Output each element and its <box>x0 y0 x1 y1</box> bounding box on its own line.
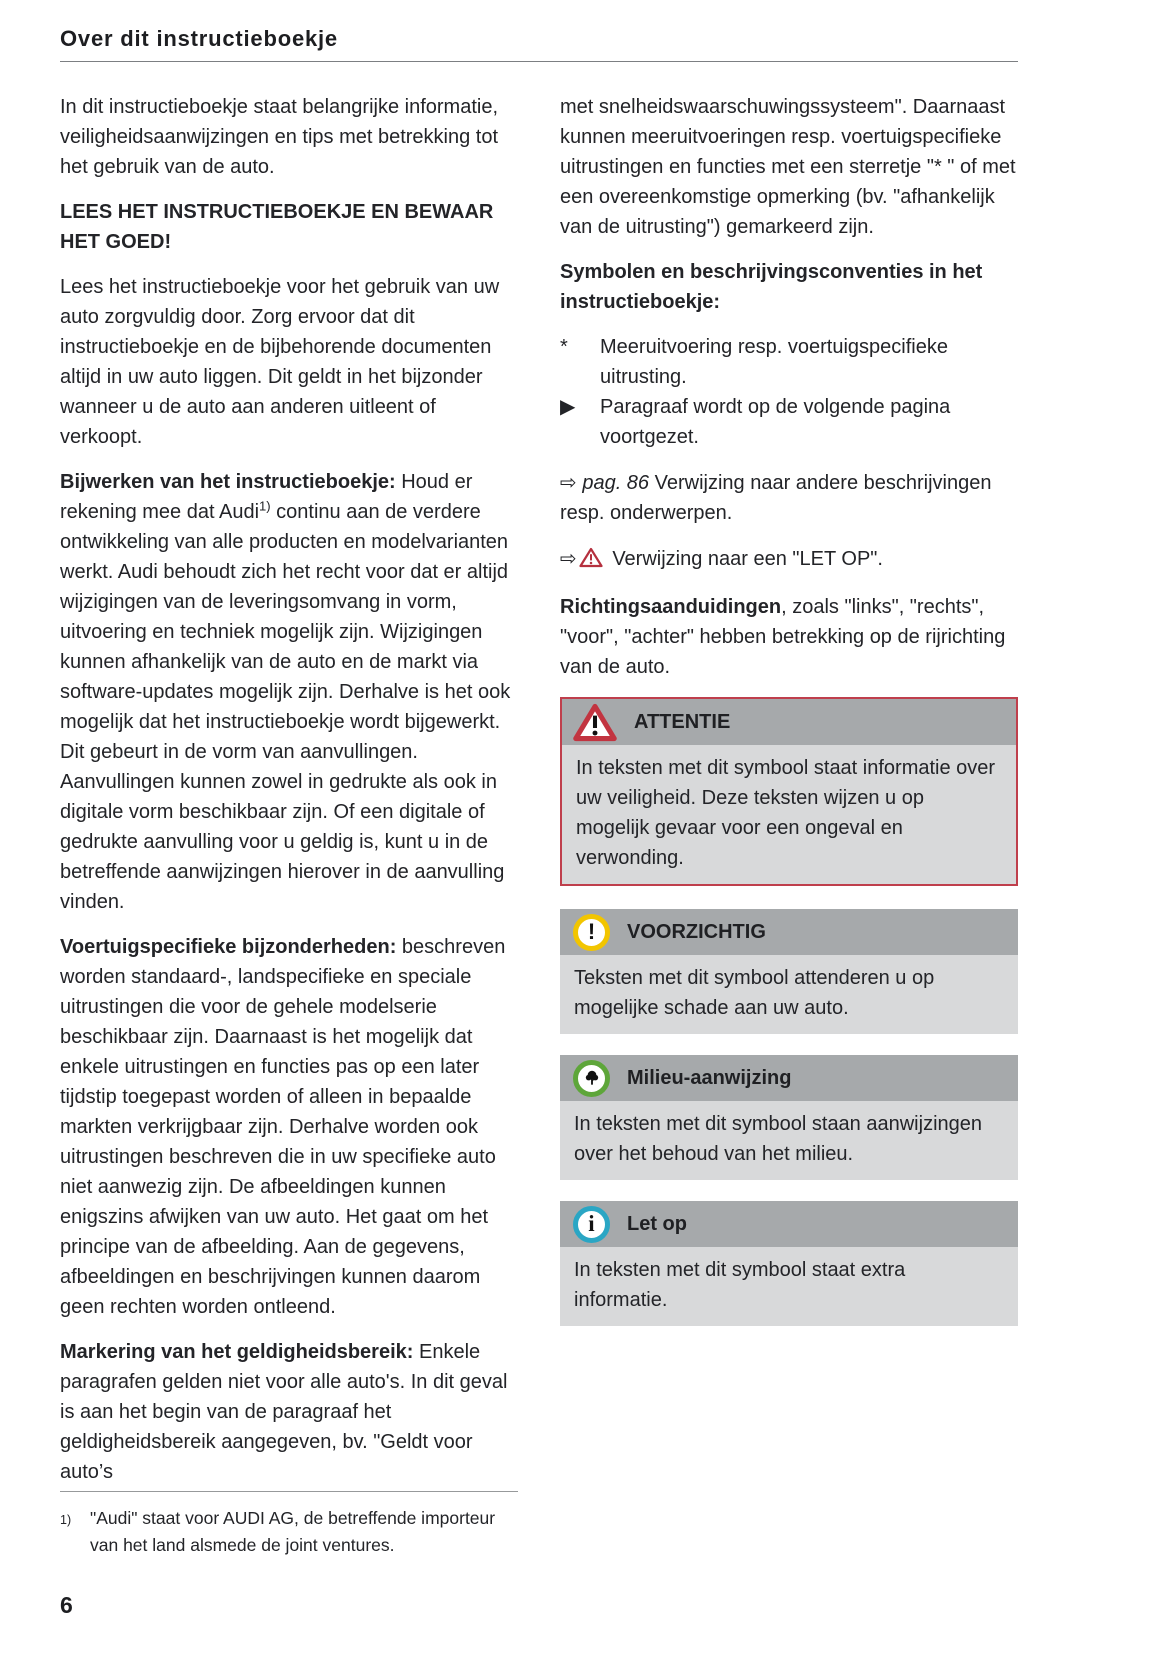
footnote-block <box>60 1491 518 1559</box>
asterisk-symbol-description: Meeruitvoering resp. voertuigspecifieke uitrusting. <box>600 336 948 388</box>
small-warning-triangle-icon <box>579 547 603 577</box>
attention-box-header <box>562 699 1016 745</box>
environment-box <box>560 1055 1018 1180</box>
symbols-heading: Symbolen en beschrijvingsconventies in het instructieboekje: <box>560 261 983 313</box>
warning-reference-text: Verwijzing naar een "LET OP". <box>606 548 883 570</box>
attention-box <box>560 697 1018 886</box>
footnote-reference: 1) <box>259 498 271 514</box>
page-number: 6 <box>60 1592 73 1618</box>
info-circle-icon: i <box>573 1206 610 1243</box>
tree-circle-icon <box>573 1060 610 1097</box>
caution-box-text: Teksten met dit symbool attenderen u op mogelijke schade aan uw auto. <box>560 955 1018 1034</box>
caution-box-header <box>560 909 1018 955</box>
caution-box <box>560 909 1018 1034</box>
update-paragraph-text-2: continu aan de verdere ontwikkeling van alle producten en modelvarianten werkt. Audi behoudt zich het recht voor dat er altijd wijzigingen van de leveringsomvang in vorm, uitvoering en techniek mogelijk zijn. Wijzigingen kunnen afhankelijk van de auto en de markt via software-updates mogelijk zijn. Derhalve is het ook mogelijk dat het instructieboekje wordt bijgewerkt. Dit gebeurt in de vorm van aanvullingen. Aanvullingen kunnen zowel in gedrukte als ook in digitale vorm beschikbaar zijn. Of een digitale of gedrukte aanvulling voor u geldig is, kunt u in de betreffende aanwijzingen hierover in de aanvulling vinden. <box>60 501 511 913</box>
page-reference-text: Verwijzing naar andere beschrijvingen resp. onderwerpen. <box>560 472 992 524</box>
note-box-header <box>560 1201 1018 1247</box>
left-column <box>60 92 518 1502</box>
page-reference-link: pag. 86 <box>582 472 650 494</box>
caution-box-title: VOORZICHTIG <box>627 921 766 943</box>
triangle-symbol-description: Paragraaf wordt op de volgende pagina voortgezet. <box>600 396 951 448</box>
triangle-right-symbol: ▶ <box>560 396 576 418</box>
validity-paragraph-text: Enkele paragrafen gelden niet voor alle auto's. In dit geval is aan het begin van de paragraaf het geldigheidsbereik aangegeven, bv. "Geldt voor auto’s <box>60 1341 508 1483</box>
validity-paragraph <box>60 1337 518 1487</box>
symbol-legend-list <box>560 332 1018 452</box>
footnote-marker: 1) <box>60 1513 72 1527</box>
right-column <box>560 92 1018 1502</box>
note-box-text: In teksten met dit symbool staat extra informatie. <box>560 1247 1018 1326</box>
environment-box-title: Milieu-aanwijzing <box>627 1067 792 1089</box>
attention-box-title: ATTENTIE <box>634 711 731 733</box>
title-divider <box>60 61 1018 62</box>
read-keep-heading: LEES HET INSTRUCTIEBOEKJE EN BEWAAR HET GOED! <box>60 201 494 253</box>
reference-arrow-icon: ⇨ <box>560 470 577 494</box>
page-title: Over dit instructieboekje <box>60 26 338 51</box>
update-paragraph <box>60 467 518 917</box>
specifics-paragraph-lead: Voertuigspecifieke bijzonderheden: <box>60 936 397 958</box>
validity-paragraph-lead: Markering van het geldigheidsbereik: <box>60 1341 414 1363</box>
environment-box-text: In teksten met dit symbool staan aanwijzingen over het behoud van het milieu. <box>560 1101 1018 1180</box>
directions-paragraph-text: , zoals "links", "rechts", "voor", "achter" hebben betrekking op de rijrichting van de auto. <box>560 596 1006 678</box>
warning-reference-paragraph <box>560 543 1018 577</box>
attention-box-text: In teksten met dit symbool staat informatie over uw veiligheid. Deze teksten wijzen u op mogelijk gevaar voor een ongeval en verwonding. <box>562 745 1016 884</box>
directions-paragraph-lead: Richtingsaanduidingen <box>560 596 782 618</box>
reference-arrow-icon: ⇨ <box>560 546 577 570</box>
intro-paragraph: In dit instructieboekje staat belangrijke informatie, veiligheidsaanwijzingen en tips met betrekking tot het gebruik van de auto. <box>60 96 499 178</box>
specifics-paragraph-text: beschreven worden standaard-, landspecifieke en speciale uitrustingen die voor de gehele modelserie beschikbaar zijn. Daarnaast is het mogelijk dat enkele uitrustingen en functies pas op een later tijdstip toegepast worden of alleen in bepaalde markten verkrijgbaar zijn. Derhalve worden ook uitrustingen beschreven die in uw specifieke auto niet aanwezig zijn. De afbeeldingen kunnen enigszins afwijken van uw auto. Het gaat om het principe van de afbeelding. Aan de gegevens, afbeeldingen en beschrijvingen kunnen daarom geen rechten worden ontleend. <box>60 936 506 1318</box>
list-item <box>560 392 1018 452</box>
directions-paragraph <box>560 592 1018 682</box>
two-column-layout <box>60 92 1105 1502</box>
asterisk-symbol: * <box>560 336 568 358</box>
continuation-paragraph: met snelheidswaarschuwingssysteem". Daarnaast kunnen meeruitvoeringen resp. voertuigspecifieke uitrustingen en functies met een sterretje "* " of met een overeenkomstige opmerking (bv. "afhankelijk van de uitrusting") gemarkeerd zijn. <box>560 96 1016 238</box>
read-paragraph: Lees het instructieboekje voor het gebruik van uw auto zorgvuldig door. Zorg ervoor dat dit instructieboekje en de bijbehorende documenten altijd in uw auto liggen. Dit geldt in het bijzonder wanneer u de auto aan anderen uitleent of verkoopt. <box>60 276 500 448</box>
footnote-row <box>60 1505 518 1559</box>
note-box-title: Let op <box>627 1213 687 1235</box>
update-paragraph-text-1: Houd er rekening mee dat Audi <box>60 471 473 523</box>
warning-triangle-icon <box>573 703 617 742</box>
specifics-paragraph <box>60 932 518 1322</box>
page-reference-paragraph <box>560 467 1018 528</box>
update-paragraph-lead: Bijwerken van het instructieboekje: <box>60 471 396 493</box>
exclamation-circle-icon: ! <box>573 914 610 951</box>
environment-box-header <box>560 1055 1018 1101</box>
list-item <box>560 332 1018 392</box>
note-box <box>560 1201 1018 1326</box>
footnote-text: "Audi" staat voor AUDI AG, de betreffende importeur van het land alsmede de joint ventures. <box>90 1508 496 1555</box>
